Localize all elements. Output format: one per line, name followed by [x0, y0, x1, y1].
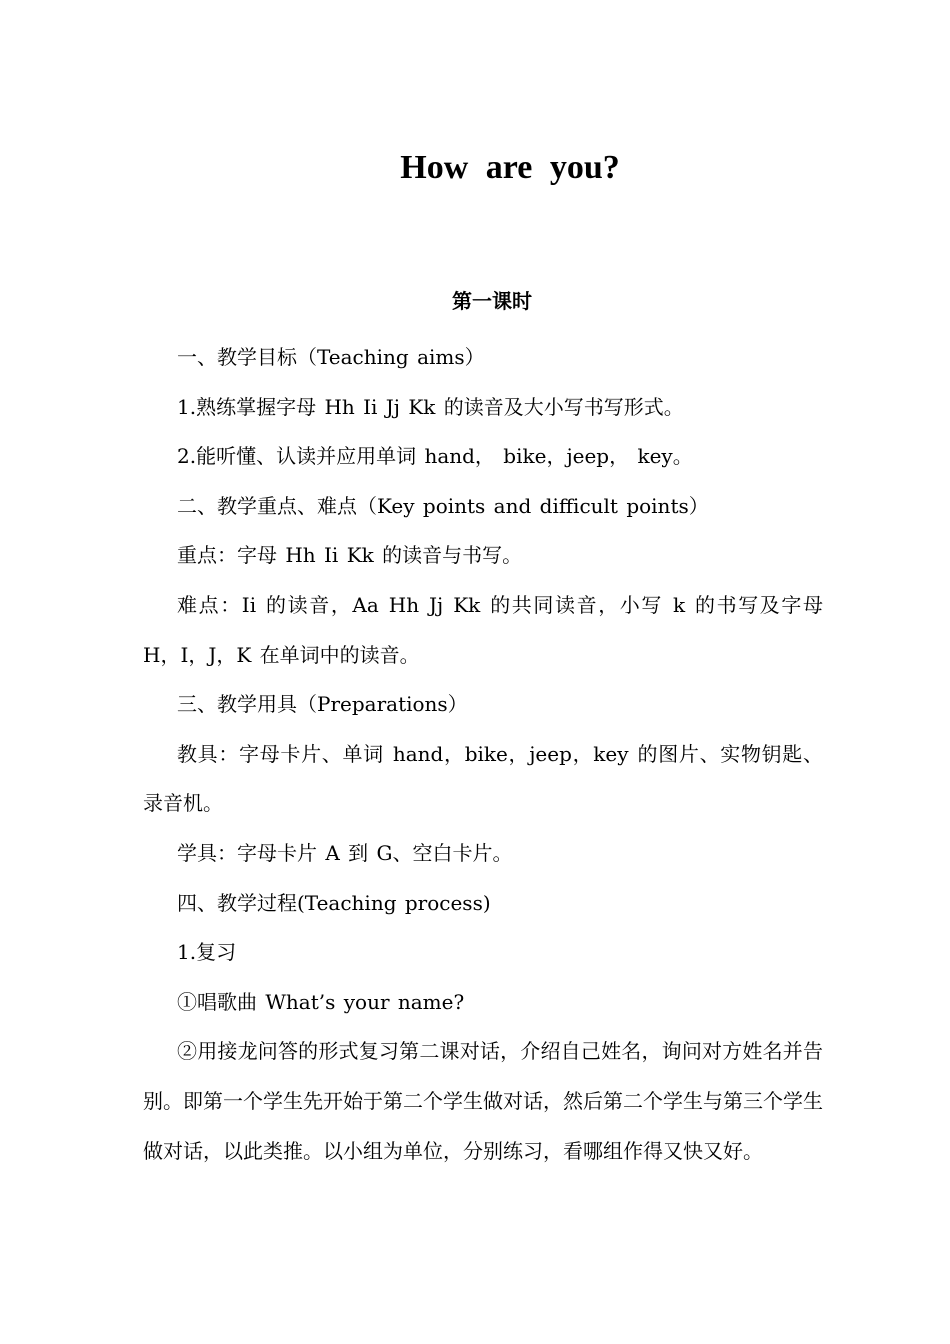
- teacher-materials: 教具：字母卡片、单词 hand，bike，jeep，key 的图片、实物钥匙、录音机。: [143, 741, 823, 816]
- difficult-point: 难点：Ii 的读音，Aa Hh Jj Kk 的共同读音，小写 k 的书写及字母 H，I，J，K 在单词中的读音。: [143, 592, 823, 667]
- document-title: How are you?: [400, 149, 620, 186]
- key-point: 重点：字母 Hh Ii Kk 的读音与书写。: [177, 543, 523, 568]
- heading-teaching-process: 四、教学过程(Teaching process): [177, 890, 491, 915]
- lesson-heading: 第一课时: [452, 289, 532, 313]
- step-review: 1.复习: [177, 940, 237, 965]
- student-materials: 学具：字母卡片 A 到 G、空白卡片。: [177, 840, 513, 865]
- aim-2: 2.能听懂、认读并应用单词 hand， bike，jeep， key。: [177, 444, 693, 469]
- heading-preparations: 三、教学用具（Preparations）: [177, 692, 468, 717]
- aim-1: 1.熟练掌握字母 Hh Ii Jj Kk 的读音及大小写书写形式。: [177, 394, 684, 419]
- heading-key-points: 二、教学重点、难点（Key points and difficult points）: [177, 493, 709, 518]
- document-body: [143, 333, 823, 1176]
- review-dialogue: ②用接龙问答的形式复习第二课对话，介绍自己姓名，询问对方姓名并告别。即第一个学生先开始于第二个学生做对话，然后第二个学生与第三个学生做对话，以此类推。以小组为单位，分别练习，看哪组作得又快又好。: [143, 1039, 823, 1163]
- heading-teaching-aims: 一、教学目标（Teaching aims）: [177, 345, 485, 369]
- review-song: ①唱歌曲 What’s your name?: [177, 989, 465, 1014]
